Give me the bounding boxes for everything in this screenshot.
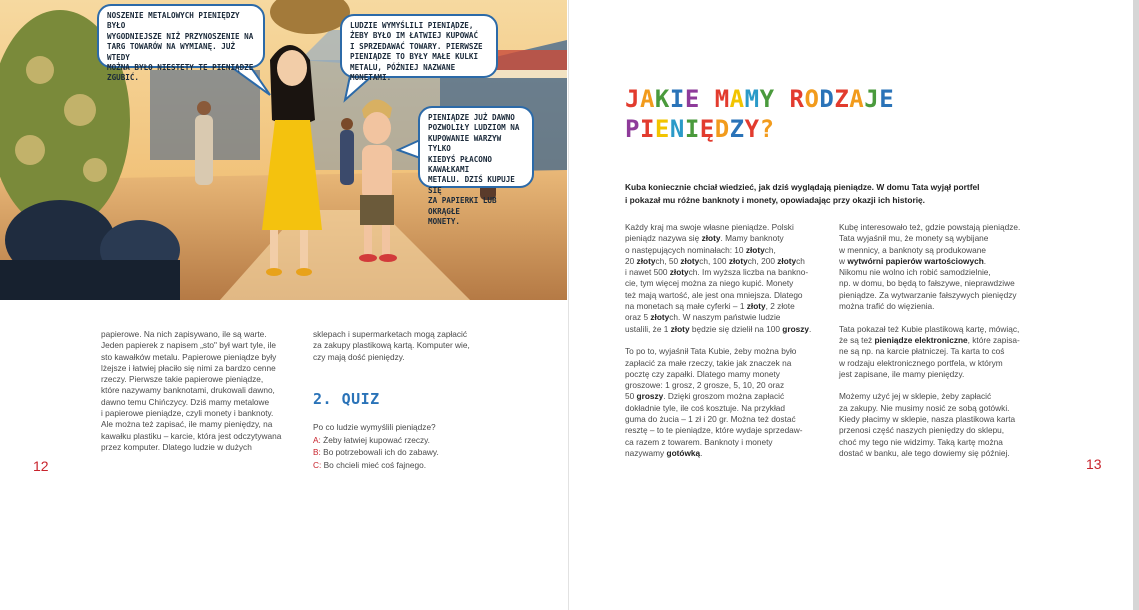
option-text: Bo potrzebowali ich do zabawy. [323,447,439,458]
heading-letter: Y [759,85,775,113]
text-line: pieniądze. Za wytwarzanie fałszywych pieniędzy [839,289,1017,300]
market-illustration [0,0,567,300]
text-line: groszowe: 1 grosz, 2 grosze, 5, 10, 20 oraz [625,380,785,391]
bubble-line: KIEDYŚ PŁACONO KAWAŁKAMI [428,154,493,175]
bubble-line: ZGUBIĆ. [107,73,140,83]
text-line: które nazywamy banknotami, drukowali dawno, [101,385,275,396]
right-text-column-1 [625,222,825,459]
text-line: też mają wartość, ale jest ona mniejsza. Dlatego [625,289,803,300]
heading-letter: ? [759,115,775,143]
text-line: 50 groszy. Dzięki groszom można zapłacić [625,391,785,402]
bubble-line: POZWOLIŁY LUDZIOM NA [428,123,520,133]
text-line: lżejsze i łatwiej płaciło się nimi za bardzo cenne [101,362,276,373]
heading-line-2 [625,114,894,144]
text-line: w wytwórni papierów wartościowych. [839,255,987,266]
page-number-right: 13 [1086,456,1102,472]
text-line: przez komputer. Dlatego ludzie w dużych [101,441,252,452]
text-line: za zakupy plastikową kartą. Komputer wie, [313,340,470,351]
speech-bubble-3 [418,106,534,227]
text-line: za zakupy. Nie musimy nosić ze sobą gotówki. [839,402,1010,413]
text-line: Jeden papierek z napisem „sto" był wart tyle, ile [101,340,276,351]
heading-letter: A [639,85,655,113]
heading-letter: D [819,85,835,113]
heading-letter: Ę [699,115,715,143]
lead-line: i pokazał mu różne banknoty i monety, opowiadając przy okazji ich historię. [625,194,926,205]
text-line: np. w domu, bo będą to fałszywe, nieprawdziwe [839,278,1015,289]
bubble-line: TARG TOWARÓW NA WYMIANĘ. JUŻ WTEDY [107,42,236,62]
option-letter: C: [313,459,322,470]
bubble-line: PIENIĄDZE JUŻ DAWNO [428,113,515,122]
text-line: jest zapisane, ile mamy pieniędzy. [839,368,965,379]
heading-letter: E [879,85,895,113]
option-text: Bo chcieli mieć coś fajnego. [323,459,427,470]
heading-letter: A [729,85,745,113]
text-line: nazywamy gotówką. [625,447,703,458]
text-line: guma do żucia – 1 zł i 20 gr. Można też dostać [625,414,796,425]
text-line: Nikomu nie wolno ich robić samodzielnie, [839,267,991,278]
heading-letter: J [625,85,640,113]
text-line: dostać w banku, ale tego dowiemy się później. [839,447,1010,458]
text-line: Kubę interesowało też, gdzie powstają pieniądze. [839,222,1021,232]
bubble-line: NOSZENIE METALOWYCH PIENIĘDZY BYŁO [107,11,240,31]
text-line: choć my tego nie widzimy. Taką kartę można [839,436,1003,447]
text-line: Tata wyjaśnił mu, że monety są wybijane [839,233,989,244]
heading-letter: E [654,115,670,143]
text-line: Możemy użyć jej w sklepie, żeby zapłacić [839,391,992,402]
heading-letter: I [669,85,685,113]
text-line: i papierowe pieniądze, czyli monety i banknoty. [101,408,274,419]
heading-letter: J [864,85,880,113]
text-line: zapłacić za małe rzeczy, takie jak znaczek na [625,357,792,368]
text-line: kawałku plastiku – karcie, która jest odczytywana [101,430,282,441]
text-line: Kiedy płacimy w sklepie, nasza plastikowa karta [839,414,1016,425]
text-line: że są też pieniądze elektroniczne, które zapisa- [839,334,1020,345]
left-text-column-1 [101,329,296,453]
viewer-scrollbar[interactable] [1133,0,1139,610]
quiz-block [313,421,513,471]
text-line: ustalili, że 1 złoty będzie się dzielił na 100 groszy. [625,323,812,334]
heading-letter: M [714,85,730,113]
heading-letter: N [669,115,685,143]
paragraph-zakupy [839,391,1044,459]
heading-letter: E [684,85,700,113]
bubble-line: WYGODNIEJSZE NIŻ PRZYNOSZENIE NA [107,31,254,41]
text-line: sto kawałków metalu. Papierowe pieniądze były [101,351,277,362]
text-line: Ale można też zapisać, ile mamy pieniędzy, na [101,419,273,430]
heading-letter: Z [834,85,850,113]
text-line: w rodzaju elektronicznego portfela, w którym [839,357,1003,368]
bubble-line: LUDZIE WYMYŚLILI PIENIĄDZE, [350,21,474,30]
text-line: dawno temu Chińczycy. Dziś mamy metalowe [101,396,270,407]
right-text-column-2 [839,222,1044,459]
text-line: Tata pokazał też Kubie plastikową kartę, mówiąc, [839,323,1020,334]
heading-letter: P [625,115,640,143]
text-line: oraz 5 złotych. W naszym państwie ludzie [625,312,781,323]
quiz-title: 2. QUIZ [313,390,380,408]
lead-line: Kuba koniecznie chciał wiedzieć, jak dziś wyglądają pieniądze. W domu Tata wyjął portfel [625,182,980,192]
bubble-line: MONETY. [428,217,461,227]
quiz-question: Po co ludzie wymyślili pieniądze? [313,422,436,432]
text-line: sklepach i supermarketach mogą zapłacić [313,329,468,339]
heading-letter: R [789,85,805,113]
option-letter: B: [313,447,321,458]
text-line: pocztę czy zapałki. Dlatego mamy monety [625,368,780,379]
text-line: czy mają dość pieniędzy. [313,351,405,362]
paragraph-zloty [625,222,825,335]
text-line: ne są np. na karcie płatniczej. Ta karta to coś [839,346,1005,357]
option-letter: A: [313,434,321,445]
heading-line-1 [625,84,894,114]
text-line: dokładnie tyle, ile coś kosztuje. Na przykład [625,402,786,413]
heading-letter: I [684,115,700,143]
bubble-line: METALU, PÓŹNIEJ NAZWANE MONETAMI. [350,62,456,83]
text-line: o następujących nominałach: 10 złotych, [625,244,776,255]
option-text: Żeby łatwiej kupować rzeczy. [323,434,430,445]
text-line: można trafić do więzienia. [839,301,935,312]
heading-letter: M [744,85,760,113]
bubble-line: ŻEBY BYŁO IM ŁATWIEJ KUPOWAĆ [350,31,479,41]
text-line: papierowe. Na nich zapisywano, ile są warte. [101,329,267,339]
left-text-column-2 [313,329,503,363]
text-line: Każdy kraj ma swoje własne pieniądze. Polski [625,222,794,232]
bubble-line: METALU. DZIŚ KUPUJE SIĘ [428,175,515,195]
text-line: na monetach są małe cyferki – 1 złoty, 2 złote [625,301,795,312]
lead-paragraph [625,181,1015,206]
text-line: cie, tym więcej można za niego kupić. Monety [625,278,794,289]
bubble-line: ZA PAPIERKI LUB OKRĄGŁE [428,196,497,216]
heading-letter: K [654,85,670,113]
text-line: ca razem z towarem. Banknoty i monety [625,436,773,447]
text-line: To po to, wyjaśnił Tata Kubie, żeby można było [625,346,797,357]
bubble-line: PIENIĄDZE TO BYŁY MAŁE KULKI [350,52,479,62]
quiz-option-a[interactable] [313,434,513,447]
page-gutter [568,0,569,610]
speech-bubble-1 [97,4,265,83]
heading-letter: Z [729,115,745,143]
paragraph-grosze [625,346,825,459]
text-line: 20 złotych, 50 złotych, 100 złotych, 200 złotych [625,255,805,266]
text-line: przenosi część naszych pieniędzy do sklepu, [839,425,1005,436]
page-heading [625,84,894,144]
text-line: w mennicy, a banknoty są produkowane [839,244,986,255]
paragraph-karta [839,324,1044,380]
text-line: i nawet 500 złotych. Im wyższa liczba na bankno- [625,267,809,278]
quiz-option-b[interactable] [313,446,513,459]
heading-letter: Y [744,115,760,143]
text-line: pieniądz nazywa się złoty. Mamy banknoty [625,233,784,244]
paragraph-mennica [839,222,1044,312]
heading-letter: I [639,115,655,143]
heading-letter [700,85,715,113]
bubble-line: I SPRZEDAWAĆ TOWARY. PIERWSZE [350,41,483,51]
heading-letter: D [714,115,730,143]
text-line: resztę – to te pieniądze, które wydaje sprzedaw- [625,425,803,436]
heading-letter: A [849,85,865,113]
bubble-line: MOŻNA BYŁO NIESTETY TE PIENIĄDZE [107,63,254,73]
text-line: rzeczy. Pierwsze takie papierowe pieniądze, [101,374,264,385]
heading-letter [775,85,790,113]
page-number-left: 12 [33,458,49,474]
quiz-option-c[interactable] [313,459,513,472]
speech-bubble-2 [340,14,498,83]
bubble-line: KUPOWANIE WARZYW TYLKO [428,133,502,154]
heading-letter: O [804,85,820,113]
